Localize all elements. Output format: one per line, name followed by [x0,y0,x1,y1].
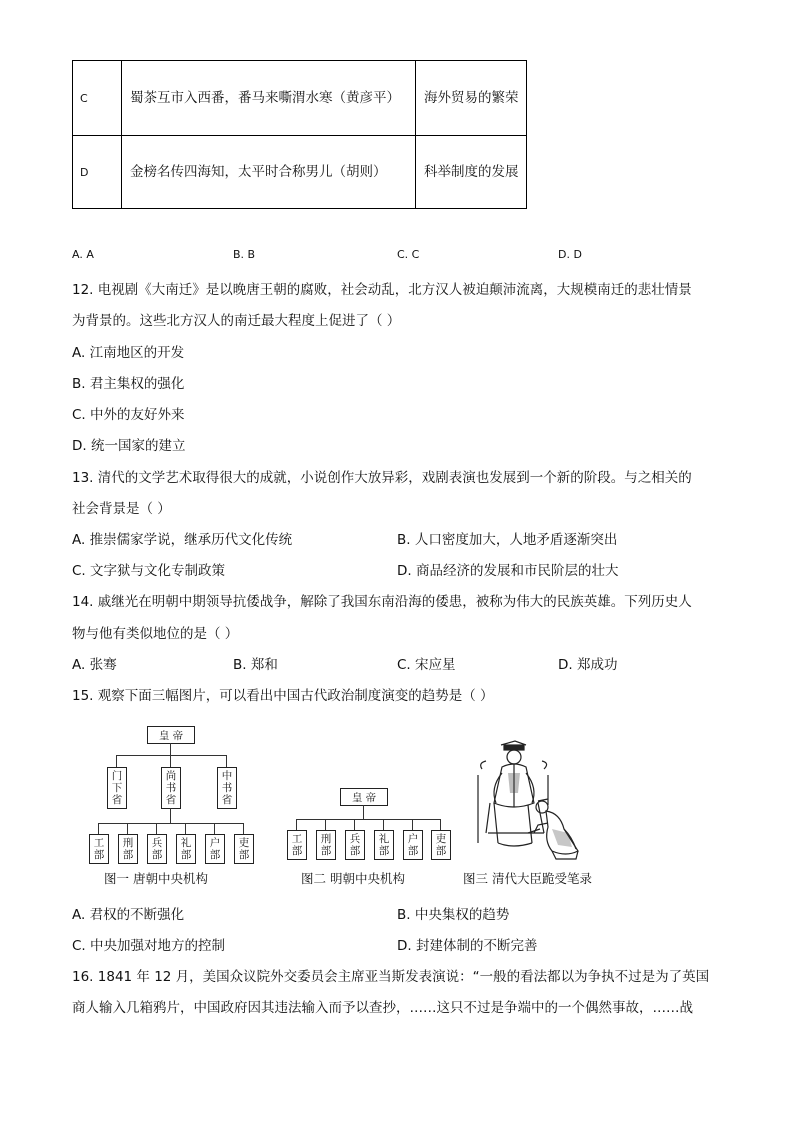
q12-option-a[interactable]: A. 江南地区的开发 [72,345,185,361]
q15-stem: 15. 观察下面三幅图片，可以看出中国古代政治制度演变的趋势是（ ） [72,688,494,704]
table-row [73,136,527,209]
q12-stem-line1: 12. 电视剧《大南迁》是以晚唐王朝的腐败，社会动乱，北方汉人被迫颠沛流离，大规模南迁的悲壮情景 [72,282,692,298]
q11-option-c[interactable]: C. C [397,248,420,261]
q12-option-c[interactable]: C. 中外的友好外来 [72,407,185,423]
q13-option-b[interactable]: B. 人口密度加大，人地矛盾逐渐突出 [397,532,618,548]
q16-stem-line2: 商人输入几箱鸦片，中国政府因其违法输入而予以查抄，……这只不过是争端中的一个偶然事故，……战 [72,1000,693,1016]
q11-option-b[interactable]: B. B [233,248,256,261]
row-content: 金榜名传四海知，太平时合称男儿（胡则） [122,136,416,209]
dept-box-xing: 刑部 [316,830,336,860]
dept-box-hu: 户部 [205,834,225,864]
kneeling-minister-illustration [468,733,588,863]
q13-stem-line1: 13. 清代的文学艺术取得很大的成就，小说创作大放异彩，戏剧表演也发展到一个新的阶段。与之相关的 [72,470,692,486]
q13-stem-line2: 社会背景是（ ） [72,501,171,517]
q12-option-d[interactable]: D. 统一国家的建立 [72,438,186,454]
figure2-caption: 图二 明朝中央机构 [301,871,405,886]
q14-option-d[interactable]: D. 郑成功 [558,657,618,673]
q15-option-c[interactable]: C. 中央加强对地方的控制 [72,938,226,954]
q14-option-a[interactable]: A. 张骞 [72,657,117,673]
q11-option-a[interactable]: A. A [72,248,94,261]
q15-option-a[interactable]: A. 君权的不断强化 [72,907,185,923]
dept-box-li: 礼部 [374,830,394,860]
q14-option-b[interactable]: B. 郑和 [233,657,278,673]
q14-stem-line1: 14. 戚继光在明朝中期领导抗倭战争，解除了我国东南沿海的倭患，被称为伟大的民族英雄。下列历史人 [72,594,692,610]
q14-option-c[interactable]: C. 宋应星 [397,657,456,673]
option-table [72,60,527,209]
row-meaning: 海外贸易的繁荣 [416,61,527,136]
ministry-box-shangshu: 尚书省 [161,767,181,809]
dept-box-bing: 兵部 [147,834,167,864]
dept-box-li2: 吏部 [234,834,254,864]
q14-stem-line2: 物与他有类似地位的是（ ） [72,626,239,642]
dept-box-li2: 吏部 [431,830,451,860]
figure1-caption: 图一 唐朝中央机构 [104,871,208,886]
row-content: 蜀茶互市入西番，番马来嘶渭水寒（黄彦平） [122,61,416,136]
q13-option-d[interactable]: D. 商品经济的发展和市民阶层的壮大 [397,563,619,579]
q16-stem-line1: 16. 1841 年 12 月，美国众议院外交委员会主席亚当斯发表演说：“一般的看法都以为争执不过是为了英国 [72,969,710,985]
q15-option-d[interactable]: D. 封建体制的不断完善 [397,938,538,954]
q12-stem-line2: 为背景的。这些北方汉人的南迁最大程度上促进了（ ） [72,313,401,329]
row-label: D [73,136,122,209]
table-row [73,61,527,136]
row-label: C [73,61,122,136]
dept-box-li: 礼部 [176,834,196,864]
ministry-box-zhongshu: 中书省 [217,767,237,809]
q13-option-c[interactable]: C. 文字狱与文化专制政策 [72,563,226,579]
figure3-caption: 图三 清代大臣跪受笔录 [463,871,592,886]
dept-box-gong: 工部 [89,834,109,864]
q13-option-a[interactable]: A. 推崇儒家学说，继承历代文化传统 [72,532,293,548]
dept-box-hu: 户部 [403,830,423,860]
emperor-box: 皇 帝 [147,726,195,744]
dept-box-bing: 兵部 [345,830,365,860]
q11-option-d[interactable]: D. D [558,248,582,261]
dept-box-gong: 工部 [287,830,307,860]
q12-option-b[interactable]: B. 君主集权的强化 [72,376,185,392]
q15-option-b[interactable]: B. 中央集权的趋势 [397,907,510,923]
row-meaning: 科举制度的发展 [416,136,527,209]
ministry-box-menxia: 门下省 [107,767,127,809]
emperor-box: 皇 帝 [340,788,388,806]
dept-box-xing: 刑部 [118,834,138,864]
